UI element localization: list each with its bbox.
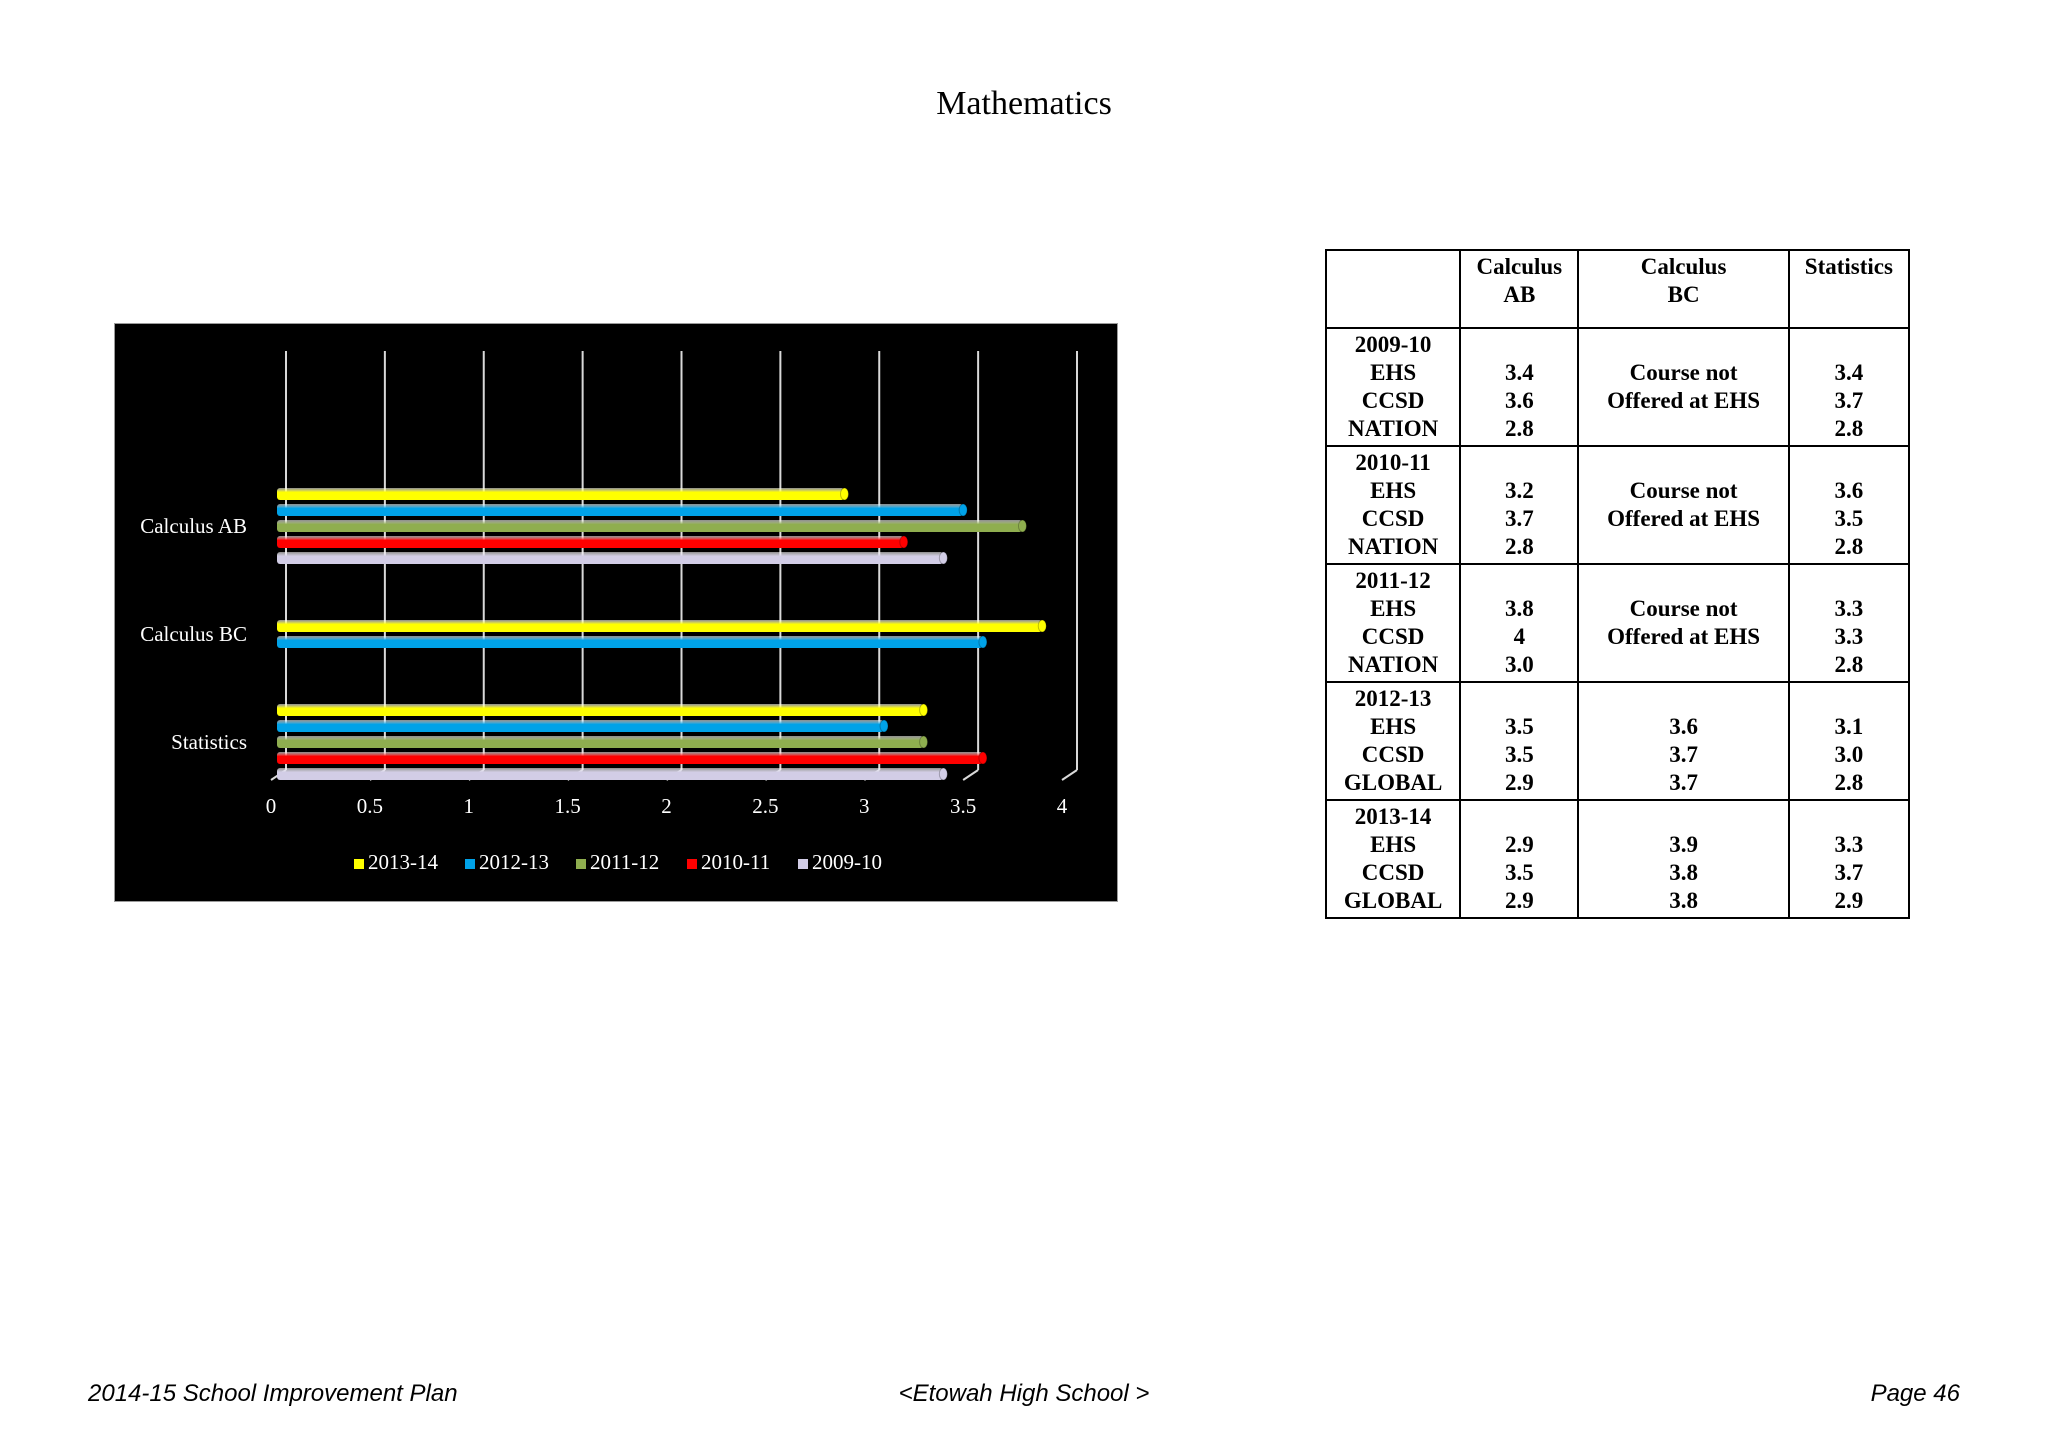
cell-text: 3.6 xyxy=(1504,388,1534,413)
cell-text: 2012-13 xyxy=(1354,686,1432,711)
gridline-foot xyxy=(1062,770,1077,780)
category-label: Calculus BC xyxy=(140,622,247,646)
table-header-cell xyxy=(1326,250,1460,328)
cell-text: Offered at EHS xyxy=(1607,388,1761,413)
cell-text: 2.9 xyxy=(1504,832,1534,857)
cell-text: 2.8 xyxy=(1834,416,1864,441)
x-tick-label: 2.5 xyxy=(752,794,779,818)
gridline-foot xyxy=(963,770,978,780)
cell-text: CCSD xyxy=(1361,388,1425,413)
cell-text: CCSD xyxy=(1361,506,1425,531)
legend-swatch xyxy=(798,859,808,869)
cell-text: 3.7 xyxy=(1834,860,1864,885)
cell-text: Course not xyxy=(1629,478,1738,503)
bar-end-cap xyxy=(939,552,947,564)
cell-text: 3.3 xyxy=(1834,596,1864,621)
statistics-cell xyxy=(1789,328,1909,446)
cell-text: NATION xyxy=(1347,534,1439,559)
bar-end-cap xyxy=(920,736,928,748)
cell-text: NATION xyxy=(1347,652,1439,677)
table-body xyxy=(1326,328,1909,918)
calculus-ab-cell xyxy=(1460,800,1578,918)
scores-table xyxy=(1325,249,1910,919)
cell-text: CCSD xyxy=(1361,624,1425,649)
bar xyxy=(277,552,943,564)
footer-page-number: Page 46 xyxy=(1870,1380,1960,1407)
cell-text: 2.8 xyxy=(1834,770,1864,795)
bar xyxy=(277,620,1042,632)
cell-text: EHS xyxy=(1370,832,1417,857)
cell-text: 3.4 xyxy=(1834,360,1864,385)
legend-label: 2009-10 xyxy=(812,850,882,874)
cell-text: 2.9 xyxy=(1504,888,1534,913)
table-row xyxy=(1326,564,1909,682)
cell-text: 3.7 xyxy=(1834,388,1864,413)
legend-label: 2010-11 xyxy=(701,850,771,874)
bar xyxy=(277,536,904,548)
bar-end-cap xyxy=(1038,620,1046,632)
legend-swatch xyxy=(687,859,697,869)
cell-text: 2009-10 xyxy=(1354,332,1432,357)
cell-text: 3.7 xyxy=(1669,770,1698,795)
cell-text: 3.3 xyxy=(1834,624,1864,649)
chart-canvas xyxy=(115,324,1117,901)
bar-end-cap xyxy=(840,488,848,500)
table-header-cell: Calculus BC xyxy=(1578,250,1788,328)
bar-end-cap xyxy=(939,768,947,780)
cell-text: Course not xyxy=(1629,360,1738,385)
bar-end-cap xyxy=(920,704,928,716)
table-row xyxy=(1326,446,1909,564)
cell-text: 3.5 xyxy=(1504,714,1534,739)
cell-text: 3.8 xyxy=(1669,860,1698,885)
legend-swatch xyxy=(465,859,475,869)
legend-label: 2011-12 xyxy=(590,850,660,874)
x-tick-label: 4 xyxy=(1056,794,1068,818)
cell-text: 3.0 xyxy=(1834,742,1864,767)
bar-end-cap xyxy=(959,504,967,516)
cell-text: 2.8 xyxy=(1504,416,1534,441)
bar xyxy=(277,752,983,764)
cell-text: 3.6 xyxy=(1834,478,1864,503)
category-label: Calculus AB xyxy=(140,514,247,538)
cell-text: 3.1 xyxy=(1834,714,1864,739)
bar xyxy=(277,504,963,516)
row-label-cell xyxy=(1326,328,1460,446)
category-label: Statistics xyxy=(171,730,247,754)
cell-text: 3.7 xyxy=(1504,506,1534,531)
statistics-cell xyxy=(1789,682,1909,800)
table-header-cell: Calculus AB xyxy=(1460,250,1578,328)
cell-text: 3.5 xyxy=(1834,506,1864,531)
calculus-ab-cell xyxy=(1460,564,1578,682)
statistics-cell xyxy=(1789,800,1909,918)
cell-text: EHS xyxy=(1370,360,1417,385)
cell-text: 2011-12 xyxy=(1355,568,1431,593)
cell-text: 2.8 xyxy=(1834,534,1864,559)
calculus-ab-cell xyxy=(1460,446,1578,564)
calculus-bc-cell xyxy=(1578,800,1788,918)
x-tick-label: 3 xyxy=(859,794,870,818)
bar xyxy=(277,520,1022,532)
x-tick-label: 1 xyxy=(463,794,474,818)
calculus-ab-cell xyxy=(1460,682,1578,800)
x-tick-label: 1.5 xyxy=(554,794,581,818)
bar-end-cap xyxy=(900,536,908,548)
bar-end-cap xyxy=(1018,520,1026,532)
cell-text: Course not xyxy=(1629,596,1738,621)
cell-text: EHS xyxy=(1370,596,1417,621)
bar-end-cap xyxy=(979,752,987,764)
row-label-cell xyxy=(1326,682,1460,800)
cell-text: 3.5 xyxy=(1504,742,1534,767)
cell-text: 4 xyxy=(1513,624,1526,649)
bar xyxy=(277,488,844,500)
calculus-bc-cell xyxy=(1578,682,1788,800)
cell-text: 2.8 xyxy=(1834,652,1864,677)
cell-text: EHS xyxy=(1370,478,1417,503)
legend-label: 2012-13 xyxy=(479,850,549,874)
legend-label: 2013-14 xyxy=(368,850,438,874)
cell-text: GLOBAL xyxy=(1343,888,1443,913)
cell-text: 2.8 xyxy=(1504,534,1534,559)
x-tick-label: 0 xyxy=(265,794,277,818)
bar-end-cap xyxy=(880,720,888,732)
cell-text: 2010-11 xyxy=(1355,450,1431,475)
calculus-ab-cell xyxy=(1460,328,1578,446)
cell-text: NATION xyxy=(1347,416,1439,441)
table-row xyxy=(1326,682,1909,800)
cell-text: 3.6 xyxy=(1669,714,1698,739)
statistics-cell xyxy=(1789,564,1909,682)
cell-text: 3.9 xyxy=(1669,832,1698,857)
cell-text: 3.8 xyxy=(1504,596,1534,621)
cell-text: 3.8 xyxy=(1669,888,1698,913)
table-row xyxy=(1326,800,1909,918)
bar xyxy=(277,720,884,732)
bar xyxy=(277,768,943,780)
cell-text: 3.2 xyxy=(1504,478,1534,503)
cell-text: 3.3 xyxy=(1834,832,1864,857)
row-label-cell xyxy=(1326,446,1460,564)
cell-text: Offered at EHS xyxy=(1607,506,1761,531)
row-label-cell xyxy=(1326,800,1460,918)
cell-text: Offered at EHS xyxy=(1607,624,1761,649)
bar xyxy=(277,636,983,648)
footer-school-name: <Etowah High School > xyxy=(898,1380,1150,1407)
row-label-cell xyxy=(1326,564,1460,682)
cell-text: EHS xyxy=(1370,714,1417,739)
table-header-cell: Statistics xyxy=(1789,250,1909,328)
bar-chart xyxy=(114,323,1118,902)
bar xyxy=(277,736,924,748)
table-header-row xyxy=(1326,250,1909,328)
x-tick-label: 2 xyxy=(661,794,672,818)
cell-text: 2013-14 xyxy=(1354,804,1432,829)
footer-plan-title: 2014-15 School Improvement Plan xyxy=(88,1380,458,1407)
calculus-bc-cell xyxy=(1578,446,1788,564)
calculus-bc-cell xyxy=(1578,328,1788,446)
table-row xyxy=(1326,328,1909,446)
legend-swatch xyxy=(354,859,364,869)
cell-text: CCSD xyxy=(1361,860,1425,885)
cell-text: CCSD xyxy=(1361,742,1425,767)
cell-text: 3.7 xyxy=(1669,742,1698,767)
cell-text: 2.9 xyxy=(1834,888,1864,913)
x-tick-label: 0.5 xyxy=(356,794,383,818)
cell-text: GLOBAL xyxy=(1343,770,1443,795)
bar-end-cap xyxy=(979,636,987,648)
cell-text: 3.0 xyxy=(1504,652,1534,677)
cell-text: 3.4 xyxy=(1504,360,1534,385)
cell-text: 3.5 xyxy=(1504,860,1534,885)
legend-swatch xyxy=(576,859,586,869)
cell-text: 2.9 xyxy=(1504,770,1534,795)
bar xyxy=(277,704,924,716)
calculus-bc-cell xyxy=(1578,564,1788,682)
page-title: Mathematics xyxy=(936,85,1112,122)
statistics-cell xyxy=(1789,446,1909,564)
x-tick-label: 3.5 xyxy=(950,794,977,818)
